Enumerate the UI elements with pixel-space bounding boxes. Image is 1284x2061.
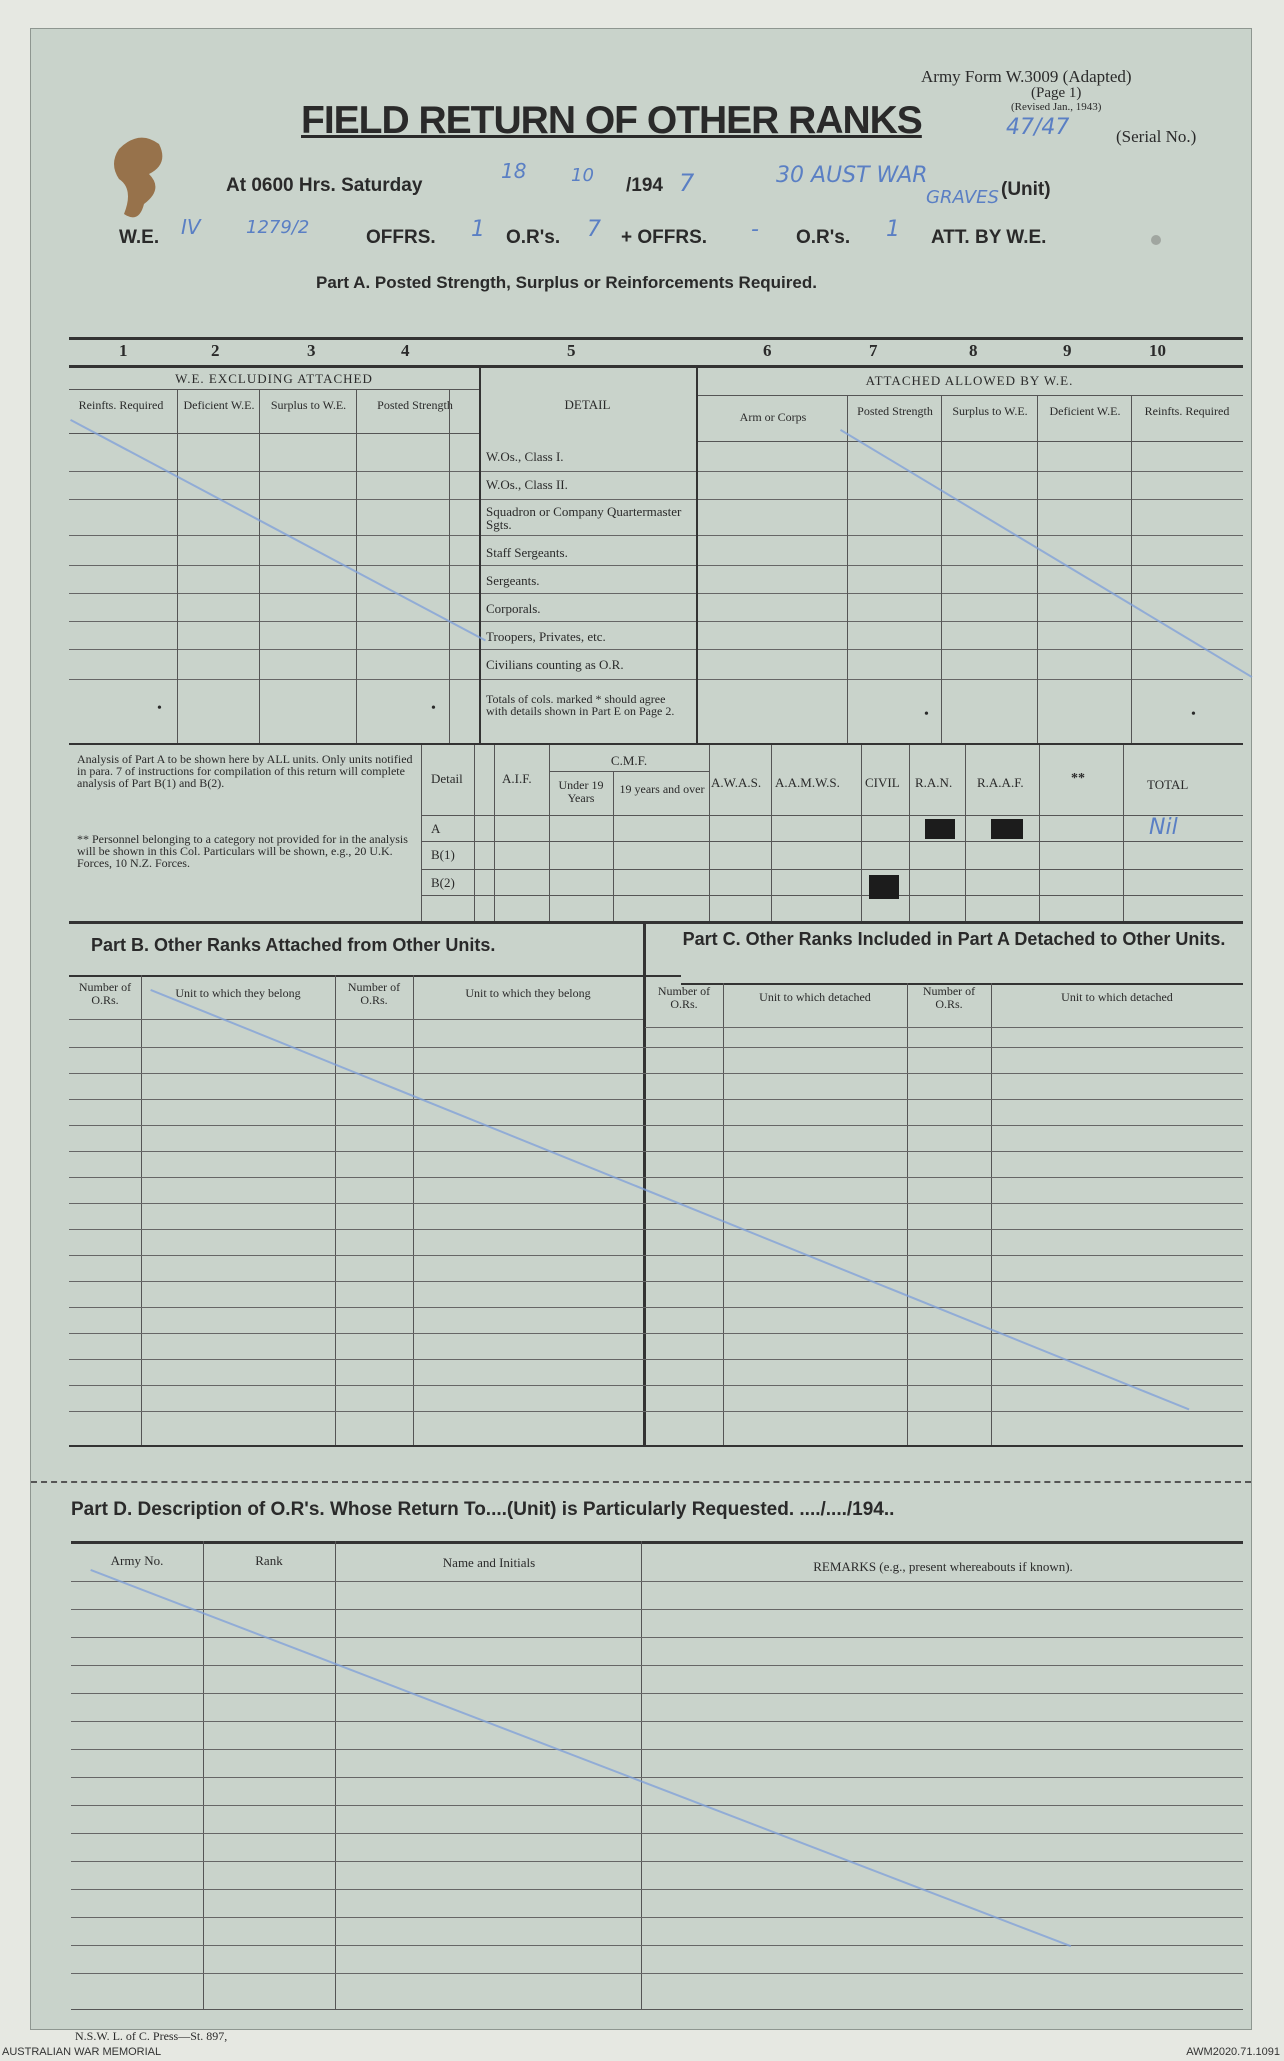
- other-forces-header: **: [1071, 771, 1085, 786]
- cmf-header: C.M.F.: [610, 753, 648, 768]
- col-num-7: 7: [869, 341, 878, 360]
- we-excluding-header: W.E. EXCLUDING ATTACHED: [175, 371, 373, 386]
- unit-label: (Unit): [1001, 179, 1051, 200]
- bullet-4: •: [431, 701, 436, 716]
- bullet-1: •: [157, 701, 162, 716]
- unit-hand-1: 30 AUST WAR: [776, 163, 928, 188]
- reinfts-att-header: Reinfts. Required: [1144, 404, 1230, 418]
- partB-unit-header-1: Unit to which they belong: [175, 986, 301, 1000]
- over19-header: 19 years and over: [619, 782, 705, 796]
- row-sergeants: Sergeants.: [486, 573, 540, 588]
- page-number: (Page 1): [1031, 85, 1082, 101]
- col-num-10: 10: [1149, 341, 1166, 360]
- col-num-5: 5: [567, 341, 576, 360]
- press-mark: N.S.W. L. of C. Press—St. 897,: [75, 2029, 228, 2043]
- unit-hand-2: GRAVES: [926, 187, 999, 208]
- army-no-header: Army No.: [110, 1553, 164, 1568]
- serial-handwritten: 47/47: [1006, 115, 1070, 140]
- time-label: At 0600 Hrs. Saturday: [226, 175, 423, 196]
- form-id: Army Form W.3009 (Adapted): [921, 67, 1132, 86]
- col-num-2: 2: [211, 341, 220, 360]
- surplus-header: Surplus to W.E.: [270, 398, 347, 412]
- blacked-civil: [869, 875, 899, 899]
- analysis-row-a: A: [431, 821, 441, 836]
- col-num-9: 9: [1063, 341, 1072, 360]
- partB-unit-header-2: Unit to which they belong: [465, 986, 591, 1000]
- revised-date: (Revised Jan., 1943): [1011, 101, 1102, 113]
- offrs-value: 1: [471, 217, 485, 242]
- ors-value: 7: [587, 217, 601, 242]
- aamws-header: A.A.M.W.S.: [775, 775, 840, 790]
- posted-strength-att-header: Posted Strength: [857, 404, 933, 418]
- blacked-ran: [925, 819, 955, 839]
- row-troopers: Troopers, Privates, etc.: [486, 629, 606, 644]
- rust-stain: [109, 129, 169, 229]
- left-caption: AUSTRALIAN WAR MEMORIAL: [2, 2046, 162, 2058]
- row-totals: Totals of cols. marked * should agree with details shown in Part E on Page 2.: [486, 692, 675, 718]
- form-sheet: [30, 28, 1252, 2043]
- ors-label: O.R's.: [506, 227, 561, 248]
- att-label: ATT. BY W.E.: [931, 227, 1047, 248]
- under19-header: Under 19 Years: [558, 778, 604, 805]
- raaf-header: R.A.A.F.: [977, 775, 1024, 790]
- posted-strength-header: Posted Strength: [377, 398, 453, 412]
- stain-graphic: [109, 129, 169, 229]
- partC-unit-header-1: Unit to which detached: [759, 990, 871, 1004]
- reinfts-required-header: Reinfts. Required: [78, 398, 164, 412]
- partA-title: Part A. Posted Strength, Surplus or Reinforcements Required.: [316, 273, 817, 292]
- plus-offrs-value: -: [751, 217, 759, 242]
- name-header: Name and Initials: [442, 1555, 536, 1570]
- deficient-att-header: Deficient W.E.: [1049, 404, 1121, 418]
- partC-title: Part C. Other Ranks Included in Part A Detached to Other Units.: [682, 929, 1226, 949]
- pencil-stroke-1: [70, 419, 486, 641]
- partC-unit-header-2: Unit to which detached: [1061, 990, 1173, 1004]
- aif-header: A.I.F.: [502, 771, 532, 786]
- row-staff-sergeants: Staff Sergeants.: [486, 545, 568, 560]
- bullet-7: •: [924, 707, 929, 722]
- plus-offrs-label: + OFFRS.: [621, 227, 708, 248]
- we-handwritten: IV: [181, 215, 201, 239]
- analysis-note-1: Analysis of Part A to be shown here by ALL units. Only units notified in para. 7 of instructions for compilation of this return will complete analysis of Part B(1) and B(2).: [77, 752, 413, 790]
- arm-corps-header: Arm or Corps: [739, 410, 807, 424]
- col-num-6: 6: [763, 341, 772, 360]
- total-header: TOTAL: [1147, 777, 1189, 792]
- pencil-stroke-2: [840, 429, 1252, 678]
- col-num-1: 1: [119, 341, 128, 360]
- total-handwritten: Nil: [1149, 815, 1178, 840]
- pencil-stroke-4: [90, 1569, 1071, 1947]
- remarks-header: REMARKS (e.g., present whereabouts if known).: [813, 1559, 1073, 1574]
- right-caption: AWM2020.71.1091: [1186, 2046, 1280, 2058]
- col-num-8: 8: [969, 341, 978, 360]
- detail-header: DETAIL: [564, 397, 611, 412]
- partC-num-header-1: Number of O.Rs.: [657, 984, 711, 1011]
- ran-header: R.A.N.: [915, 775, 953, 790]
- analysis-row-b2: B(2): [431, 875, 455, 890]
- partB-title: Part B. Other Ranks Attached from Other Units.: [91, 935, 496, 955]
- blacked-raaf: [991, 819, 1023, 839]
- analysis-note-2: ** Personnel belonging to a category not provided for in the analysis will be shown in this Col. Particulars will be shown, e.g., 20 U.K. Forces, 10 N.Z. Forces.: [77, 832, 408, 870]
- tear-line: [31, 1481, 1251, 1483]
- row-wo-class1: W.Os., Class I.: [486, 449, 564, 464]
- col-num-3: 3: [307, 341, 316, 360]
- row-cqms: Squadron or Company Quartermaster Sgts.: [486, 504, 682, 532]
- awas-header: A.W.A.S.: [711, 775, 762, 790]
- row-corporals: Corporals.: [486, 601, 541, 616]
- offrs-label: OFFRS.: [366, 227, 436, 248]
- ors-value-2: 1: [886, 217, 900, 242]
- civil-header: CIVIL: [865, 775, 900, 790]
- partB-num-header-2: Number of O.Rs.: [347, 980, 401, 1007]
- date-day: 18: [501, 159, 527, 183]
- pencil-stroke-3: [150, 986, 1189, 1410]
- surplus-att-header: Surplus to W.E.: [952, 404, 1028, 418]
- analysis-row-b1: B(1): [431, 847, 455, 862]
- date-month: 10: [571, 165, 594, 186]
- col-num-4: 4: [401, 341, 410, 360]
- partB-num-header-1: Number of O.Rs.: [78, 980, 132, 1007]
- page-title: FIELD RETURN OF OTHER RANKS: [301, 99, 922, 142]
- date-year: 7: [679, 169, 695, 197]
- bullet-10: •: [1191, 707, 1196, 722]
- ors-label-2: O.R's.: [796, 227, 851, 248]
- partC-num-header-2: Number of O.Rs.: [922, 984, 976, 1011]
- row-wo-class2: W.Os., Class II.: [486, 477, 568, 492]
- punch-hole: [1151, 235, 1161, 245]
- partD-title: Part D. Description of O.R's. Whose Return To....(Unit) is Particularly Requested. ..../..../194..: [71, 1499, 895, 1520]
- attached-allowed-header: ATTACHED ALLOWED BY W.E.: [865, 373, 1074, 388]
- we-handwritten-2: 1279/2: [246, 217, 310, 238]
- row-civilians: Civilians counting as O.R.: [486, 657, 624, 672]
- we-label: W.E.: [119, 227, 160, 248]
- date-year-prefix: /194: [626, 175, 663, 196]
- rank-header: Rank: [255, 1553, 283, 1568]
- deficient-header: Deficient W.E.: [183, 398, 255, 412]
- serial-label: (Serial No.): [1116, 127, 1197, 146]
- analysis-detail-header: Detail: [431, 771, 463, 786]
